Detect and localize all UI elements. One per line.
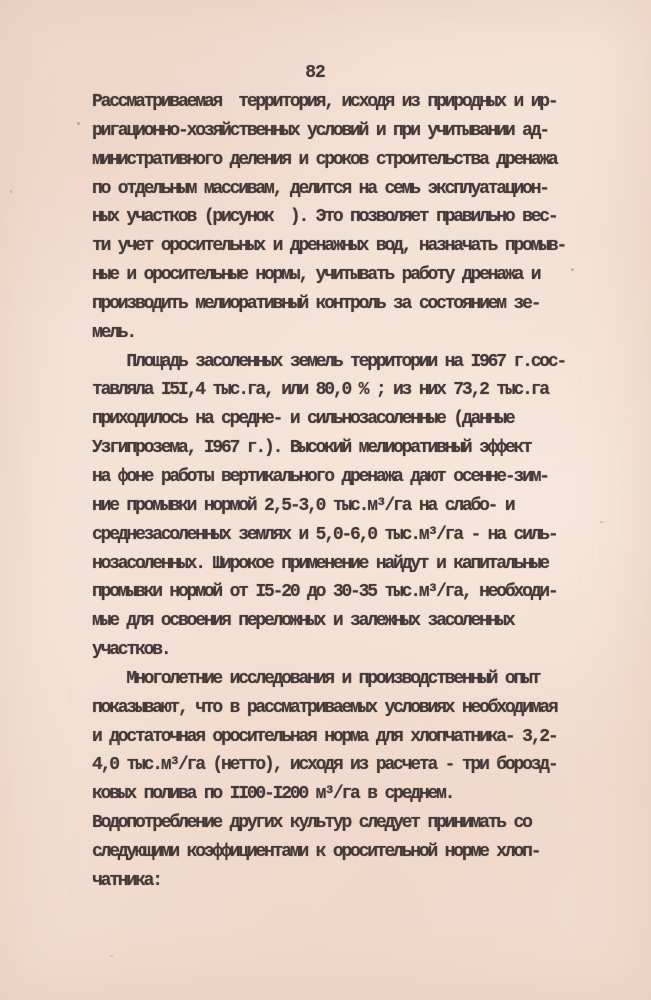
- text-line: Узгипрозема, I967 г.). Высокий мелиоративный эффект: [92, 438, 531, 459]
- text-line: приходилось на средне- и сильнозасоленные (данные: [92, 409, 514, 430]
- text-line: чатника:: [92, 870, 161, 891]
- text-line: ковых полива по II00-I200 м³/га в среднем.: [92, 784, 454, 805]
- text-line: показывают, что в рассматриваемых условиях необходимая: [92, 697, 557, 718]
- text-line: ние промывки нормой 2,5-3,0 тыс.м³/га на слабо- и: [92, 495, 514, 516]
- text-line: Рассматриваемая территория, исходя из природных и ир-: [92, 92, 557, 112]
- text-line: производить мелиоративный контроль за состоянием зе-: [92, 293, 540, 314]
- scan-speck: [110, 955, 113, 957]
- text-line: тавляла I5I,4 тыс.га, или 80,0 % ; из них 73,2 тыс.га: [92, 380, 548, 401]
- text-line: министративного деления и сроков строительства дренажа: [92, 149, 557, 170]
- text-line: на фоне работы вертикального дренажа дают осенне-зим-: [92, 466, 548, 487]
- text-line: ригационно-хозяйственных условий и при учитывании ад-: [92, 120, 548, 141]
- text-line: и достаточная оросительная норма для хлопчатника- 3,2-: [92, 726, 557, 747]
- text-line: мые для освоения переложных и залежных засоленных: [92, 611, 514, 632]
- page-number: 82: [305, 63, 325, 83]
- text-line: Водопотребление других культур следует принимать со: [92, 813, 531, 834]
- text-line: по отдельным массивам, делится на семь эксплуатацион-: [92, 178, 548, 199]
- text-line: ти учет оросительных и дренажных вод, назначать промыв-: [92, 236, 566, 257]
- page-body: [92, 88, 597, 896]
- text-line: 4,0 тыс.м³/га (нетто), исходя из расчета - три борозд-: [92, 755, 557, 776]
- text-line: мель.: [92, 322, 136, 343]
- text-line: нозасоленных. Широкое применение найдут и капитальные: [92, 553, 548, 574]
- text-line: участков.: [92, 640, 170, 661]
- text-line: ные и оросительные нормы, учитывать работу дренажа и: [92, 265, 540, 286]
- text-line: следующими коэффициентами к оросительной норме хлоп-: [92, 841, 540, 862]
- text-line: среднезасоленных землях и 5,0-6,0 тыс.м³/га - на силь-: [92, 524, 557, 545]
- scan-speck: [77, 122, 80, 125]
- scan-speck: [10, 190, 12, 193]
- scan-speck: [600, 521, 603, 523]
- text-line: Многолетние исследования и производственный опыт: [92, 668, 540, 689]
- text-line: промывки нормой от I5-20 до 30-35 тыс.м³/га, необходи-: [92, 582, 557, 603]
- text-line: Площадь засоленных земель территории на I967 г.сос-: [92, 351, 566, 372]
- text-line: ных участков (рисунок ). Это позволяет правильно вес-: [92, 207, 557, 228]
